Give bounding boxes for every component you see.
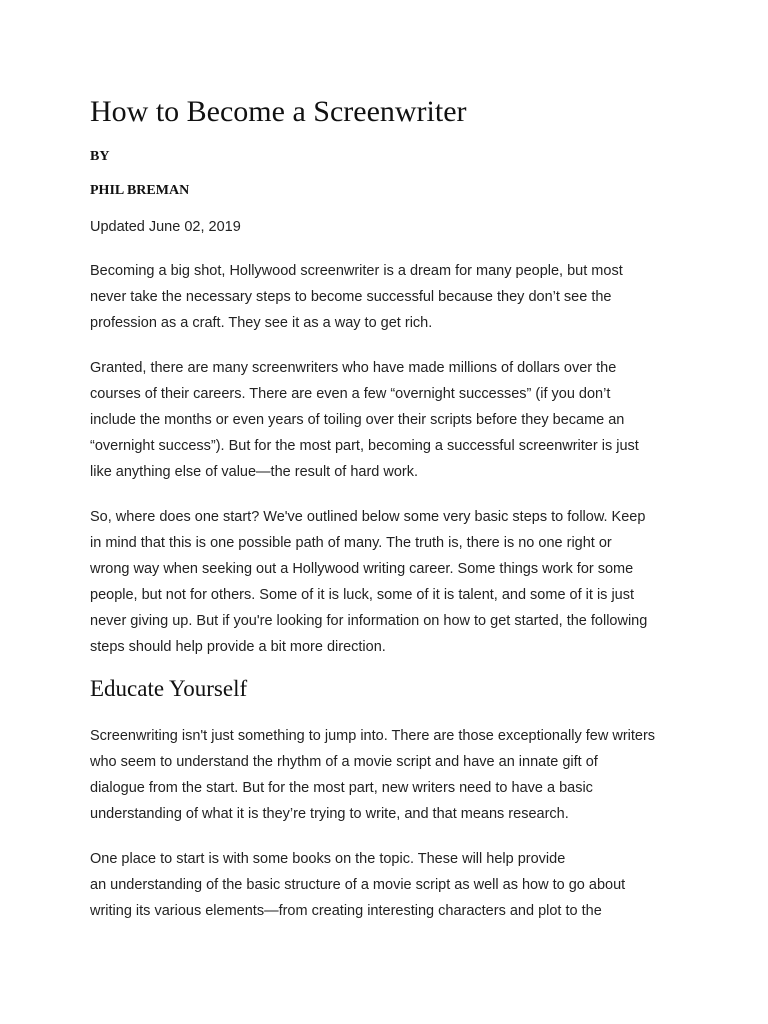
paragraph-line: in mind that this is one possible path of many. The truth is, there is no one right or [90,535,612,551]
paragraph-line: an understanding of the basic structure of a movie script as well as how to go about [90,877,626,893]
paragraph-line: One place to start is with some books on the topic. These will help provide [90,851,566,867]
paragraph-line: Granted, there are many screenwriters who have made millions of dollars over the [90,360,617,376]
paragraph-line: writing its various elements—from creating interesting characters and plot to the [90,903,602,919]
paragraph-line: never take the necessary steps to become successful because they don’t see the [90,289,612,305]
paragraph-line: include the months or even years of toiling over their scripts before they became an [90,412,625,428]
paragraph-line: steps should help provide a bit more direction. [90,639,386,655]
paragraph-line: understanding of what it is they’re trying to write, and that means research. [90,806,569,822]
paragraph-line: Screenwriting isn't just something to jump into. There are those exceptionally few writers [90,728,656,744]
paragraph-line: “overnight success”). But for the most part, becoming a successful screenwriter is just [90,438,639,454]
updated-date: Updated June 02, 2019 [90,219,241,235]
paragraph-line: never giving up. But if you're looking for information on how to get started, the following [90,613,648,629]
paragraph-line: Becoming a big shot, Hollywood screenwriter is a dream for many people, but most [90,263,623,279]
paragraph-line: So, where does one start? We've outlined below some very basic steps to follow. Keep [90,509,646,525]
paragraph-line: people, but not for others. Some of it is luck, some of it is talent, and some of it is just [90,587,635,603]
paragraph-line: who seem to understand the rhythm of a movie script and have an innate gift of [90,754,598,770]
paragraph-line: profession as a craft. They see it as a way to get rich. [90,315,433,331]
paragraph-line: wrong way when seeking out a Hollywood writing career. Some things work for some [90,561,634,577]
section-heading: Educate Yourself [90,676,248,701]
paragraph-line: dialogue from the start. But for the most part, new writers need to have a basic [90,780,593,796]
paragraph-line: like anything else of value—the result of hard work. [90,464,419,480]
paragraph-line: courses of their careers. There are even a few “overnight successes” (if you don’t [90,386,611,402]
author-name: PHIL BREMAN [90,183,190,198]
byline-label: BY [90,149,110,164]
article-title: How to Become a Screenwriter [90,95,467,128]
